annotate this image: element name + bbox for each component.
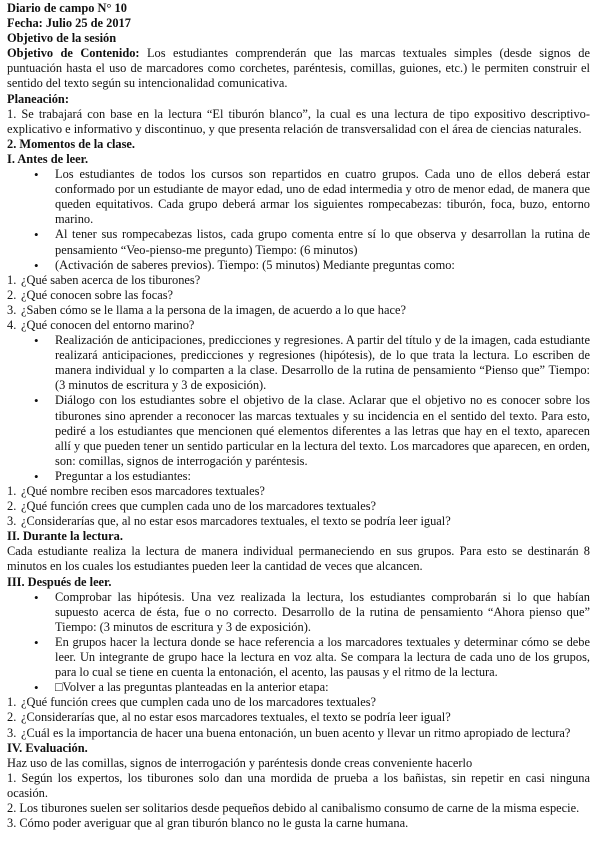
list-item: 2. ¿Qué función crees que cumplen cada uno de los marcadores textuales?: [21, 499, 590, 514]
list-item: • Diálogo con los estudiantes sobre el objetivo de la clase. Aclarar que el objetivo no es conocer sobre los tiburones sino aprender a reconocer las marcas textuales y su incidencia en el sentido del texto. Para esto, pediré a los estudiantes que mencionen qué elementos diferentes a las letras que hay en el texto, aparecen allí y que pueden tener un sentido particular en la lectura del texto. Los marcadores que aparecen, en orden, son: comillas, signos de interrogación y paréntesis.: [55, 393, 590, 468]
evaluation-item-2: 2. Los tiburones suelen ser solitarios desde pequeños debido al canibalismo consumo de carne de la misma especie.: [7, 800, 580, 815]
after-reading-questions: [7, 695, 590, 740]
before-reading-heading: I. Antes de leer.: [7, 151, 89, 166]
list-item: 1. ¿Qué función crees que cumplen cada uno de los marcadores textuales?: [21, 695, 590, 710]
document-date: Fecha: Julio 25 de 2017: [7, 16, 131, 31]
content-goal-label: Objetivo de Contenido:: [7, 46, 140, 61]
evaluation-instruction: Haz uso de las comillas, signos de interrogación y paréntesis donde creas conveniente hacerlo: [7, 755, 473, 770]
before-reading-questions-2: [7, 484, 590, 529]
list-item: 4. ¿Qué conocen del entorno marino?: [21, 318, 590, 333]
list-item: • (Activación de saberes previos). Tiempo: (5 minutos) Mediante preguntas como:: [55, 258, 590, 273]
before-reading-bullets: [7, 167, 590, 273]
list-item: 3. ¿Cuál es la importancia de hacer una buena entonación, un buen acento y llevar un ritmo apropiado de lectura?: [21, 726, 590, 741]
evaluation-item-3: 3. Cómo poder averiguar que al gran tiburón blanco no le gusta la carne humana.: [7, 816, 409, 831]
list-item: 3. ¿Saben cómo se le llama a la persona de la imagen, de acuerdo a lo que hace?: [21, 303, 590, 318]
list-item: 2. ¿Considerarías que, al no estar esos marcadores textuales, el texto se podría leer igual?: [21, 710, 590, 725]
list-item: • Al tener sus rompecabezas listos, cada grupo comenta entre sí lo que observa y desarrollan la rutina de pensamiento “Veo-pienso-me pregunto) Tiempo: (6 minutos): [55, 227, 590, 257]
list-item: • Preguntar a los estudiantes:: [55, 469, 590, 484]
planning-heading: Planeación:: [7, 91, 69, 106]
list-item: • Los estudiantes de todos los cursos son repartidos en cuatro grupos. Cada uno de ellos deberá estar conformado por un estudiante de mayor edad, uno de edad intermedia y otro de menor edad, de manera que queden equitativos. Cada grupo deberá armar los siguientes rompecabezas: tiburón, foca, buzo, entorno marino.: [55, 167, 590, 227]
content-goal-paragraph: [7, 46, 590, 91]
list-item: 3. ¿Considerarías que, al no estar esos marcadores textuales, el texto se podría leer igual?: [21, 514, 590, 529]
list-item: 2. ¿Qué conocen sobre las focas?: [21, 288, 590, 303]
list-item: • Comprobar las hipótesis. Una vez realizada la lectura, los estudiantes comprobarán si lo que habían supuesto acerca de ésta, fue o no correcto. Desarrollo de la rutina de pensamiento “Ahora pienso que” Tiempo: (3 minutos de escritura y 3 de exposición).: [55, 590, 590, 635]
session-goal-heading: Objetivo de la sesión: [7, 31, 117, 46]
before-reading-bullets-2: [7, 333, 590, 484]
class-moments-heading: 2. Momentos de la clase.: [7, 136, 136, 151]
list-item: 1. ¿Qué nombre reciben esos marcadores textuales?: [21, 484, 590, 499]
during-reading-heading: II. Durante la lectura.: [7, 529, 123, 544]
document-title: Diario de campo N° 10: [7, 1, 127, 15]
list-item: 1. ¿Qué saben acerca de los tiburones?: [21, 273, 590, 288]
before-reading-questions: [7, 273, 590, 333]
planning-item-1: 1. Se trabajará con base en la lectura “El tiburón blanco”, la cual es una lectura de tipo expositivo descriptivo-explicativo e informativo y discontinuo, y que presenta relación de transversalidad con el área de ciencias naturales.: [7, 106, 590, 136]
after-reading-bullets: [7, 590, 590, 696]
evaluation-heading: IV. Evaluación.: [7, 740, 88, 755]
list-item: • Realización de anticipaciones, predicciones y regresiones. A partir del título y de la imagen, cada estudiante realizará anticipaciones, predicciones y regresiones (hipótesis), de lo que trata la lectura. Lo escriben de manera individual y lo comparten a la clase. Desarrollo de la rutina de pensamiento “Pienso que” Tiempo: (3 minutos de escritura y 3 de exposición).: [55, 333, 590, 393]
during-reading-text: Cada estudiante realiza la lectura de manera individual permaneciendo en sus grupos. Para esto se destinarán 8 minutos en los cuales los estudiantes pueden leer la cantidad de veces que alcancen.: [7, 544, 590, 574]
list-item: • En grupos hacer la lectura donde se hace referencia a los marcadores textuales y determinar cómo se debe leer. Un integrante de grupo hace la lectura en voz alta. Se compara la lectura de cada uno de los grupos, para lo cual se tiene en cuenta la entonación, el acento, las pausas y el ritmo de la lectura.: [55, 635, 590, 680]
content-goal-text: Los estudiantes comprenderán que las marcas textuales simples (desde signos de puntuación hasta el uso de marcadores como corchetes, paréntesis, comillas, guiones, etc.) le permiten construir el sentido del texto según su intencionalidad comunicativa.: [7, 46, 590, 91]
list-item: • □Volver a las preguntas planteadas en la anterior etapa:: [55, 680, 590, 695]
evaluation-item-1: 1. Según los expertos, los tiburones solo dan una mordida de prueba a los bañistas, sin repetir en casi ninguna ocasión.: [7, 770, 590, 800]
after-reading-heading: III. Después de leer.: [7, 574, 112, 589]
